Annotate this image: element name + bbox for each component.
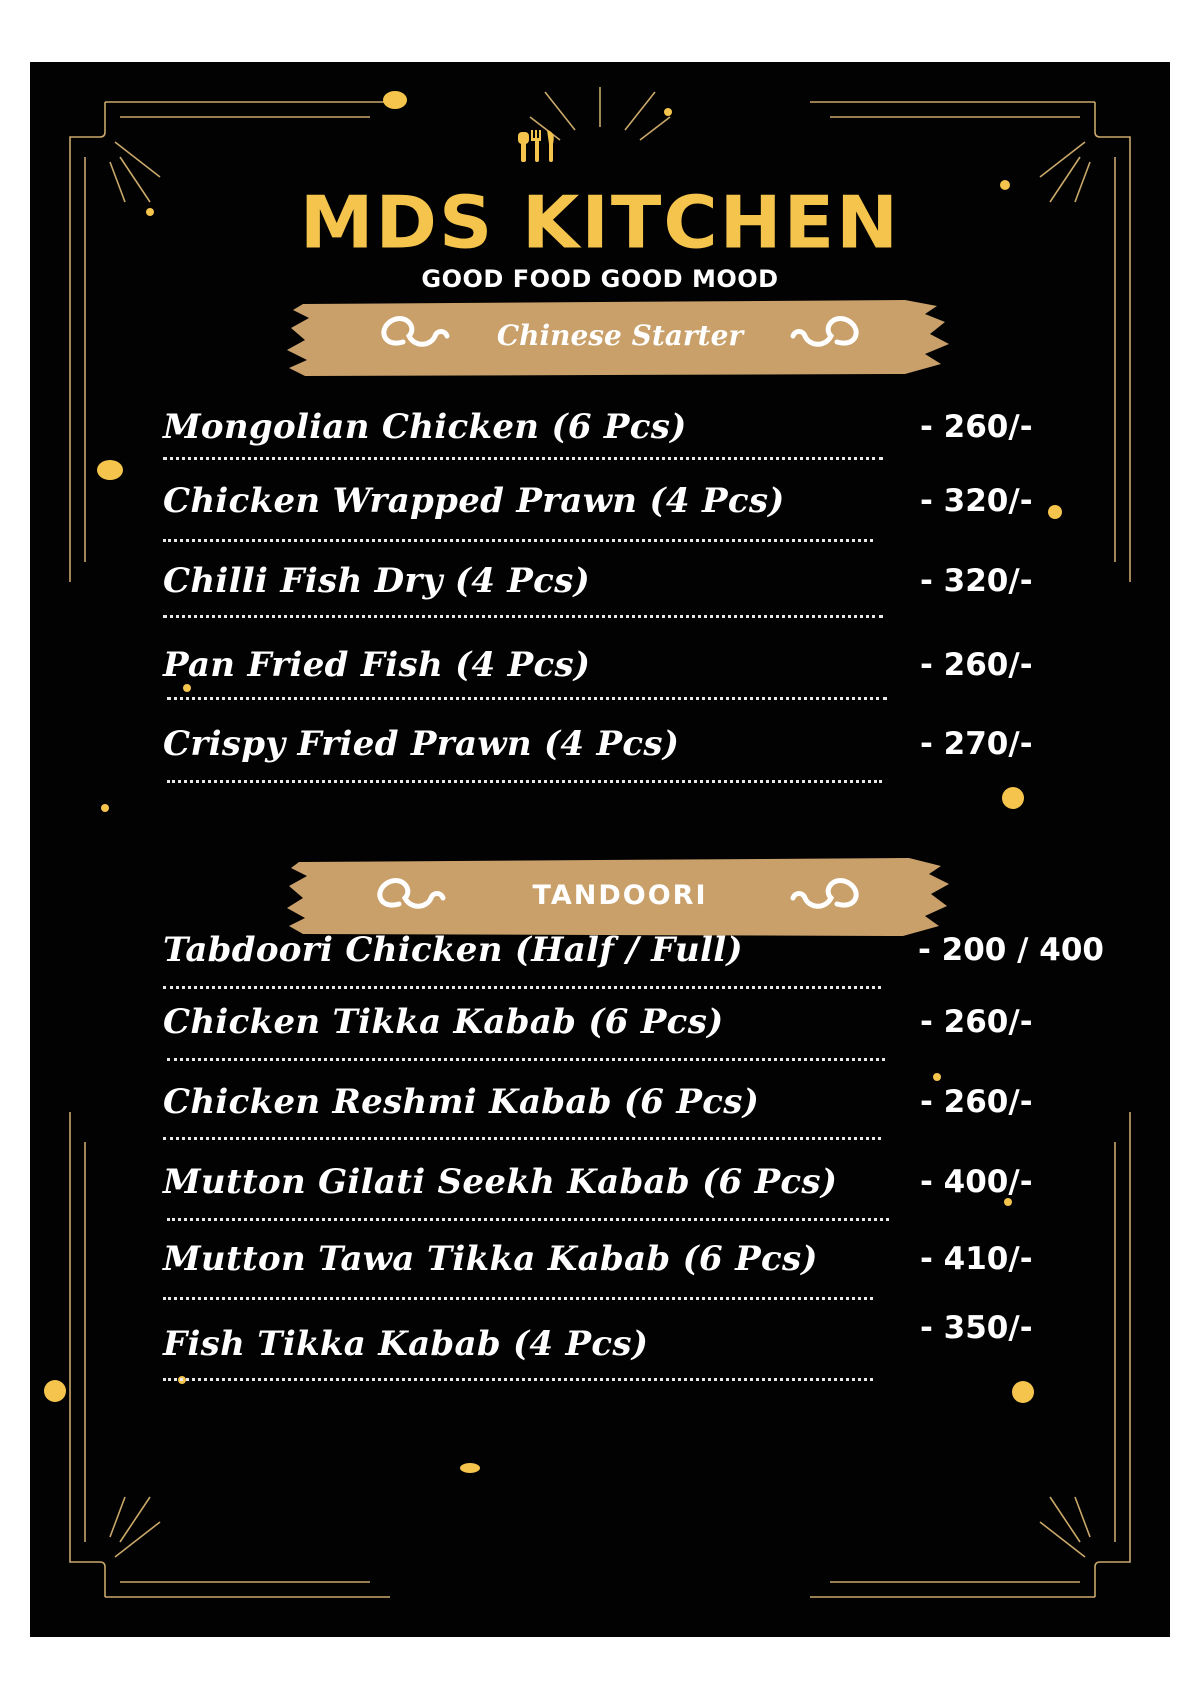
item-price: - 270/- — [920, 726, 1033, 762]
item-name: Mutton Gilati Seekh Kabab (6 Pcs) — [163, 1162, 838, 1202]
dotted-leader — [163, 1297, 873, 1300]
dotted-leader — [163, 1378, 873, 1381]
dotted-leader — [167, 1058, 885, 1061]
dotted-leader — [167, 780, 882, 783]
menu-item — [30, 645, 1170, 705]
item-price: - 410/- — [920, 1241, 1033, 1277]
section-banner-chinese-starter — [285, 292, 955, 382]
item-name: Fish Tikka Kabab (4 Pcs) — [163, 1324, 649, 1364]
item-name: Chilli Fish Dry (4 Pcs) — [163, 561, 591, 601]
menu-item — [30, 481, 1170, 541]
item-price: - 260/- — [920, 1084, 1033, 1120]
menu-item — [30, 561, 1170, 621]
section-banner-tandoori — [285, 852, 955, 942]
menu-item — [30, 407, 1170, 467]
item-name: Chicken Reshmi Kabab (6 Pcs) — [163, 1082, 760, 1122]
item-price: - 260/- — [920, 647, 1033, 683]
dotted-leader — [163, 986, 881, 989]
item-price: - 260/- — [920, 1004, 1033, 1040]
dotted-leader — [163, 615, 883, 618]
item-price: - 400/- — [920, 1164, 1033, 1200]
restaurant-name: MDS KITCHEN — [299, 180, 901, 266]
item-price: - 320/- — [920, 483, 1033, 519]
item-price: - 200 / 400 — [918, 932, 1104, 968]
menu-card — [30, 62, 1170, 1637]
item-price: - 320/- — [920, 563, 1033, 599]
item-price: - 260/- — [920, 409, 1033, 445]
menu-item — [30, 724, 1170, 784]
menu-item — [30, 1310, 1170, 1384]
section-title: TANDOORI — [532, 880, 708, 911]
dotted-leader — [163, 457, 883, 460]
item-name: Mongolian Chicken (6 Pcs) — [163, 407, 687, 447]
dotted-leader — [167, 697, 887, 700]
menu-item — [30, 1162, 1170, 1222]
menu-item — [30, 1239, 1170, 1299]
menu-item — [30, 1002, 1170, 1062]
item-name: Chicken Tikka Kabab (6 Pcs) — [163, 1002, 724, 1042]
menu-item — [30, 930, 1170, 990]
section-title: Chinese Starter — [496, 319, 744, 352]
dotted-leader — [167, 1218, 889, 1221]
item-price: - 350/- — [920, 1310, 1033, 1346]
item-name: Tabdoori Chicken (Half / Full) — [163, 930, 743, 970]
item-name: Mutton Tawa Tikka Kabab (6 Pcs) — [163, 1239, 818, 1279]
dotted-leader — [163, 539, 873, 542]
item-name: Crispy Fried Prawn (4 Pcs) — [163, 724, 680, 764]
menu-item — [30, 1082, 1170, 1142]
dotted-leader — [163, 1137, 881, 1140]
restaurant-tagline: GOOD FOOD GOOD MOOD — [421, 265, 779, 293]
item-name: Chicken Wrapped Prawn (4 Pcs) — [163, 481, 785, 521]
item-name: Pan Fried Fish (4 Pcs) — [163, 645, 591, 685]
